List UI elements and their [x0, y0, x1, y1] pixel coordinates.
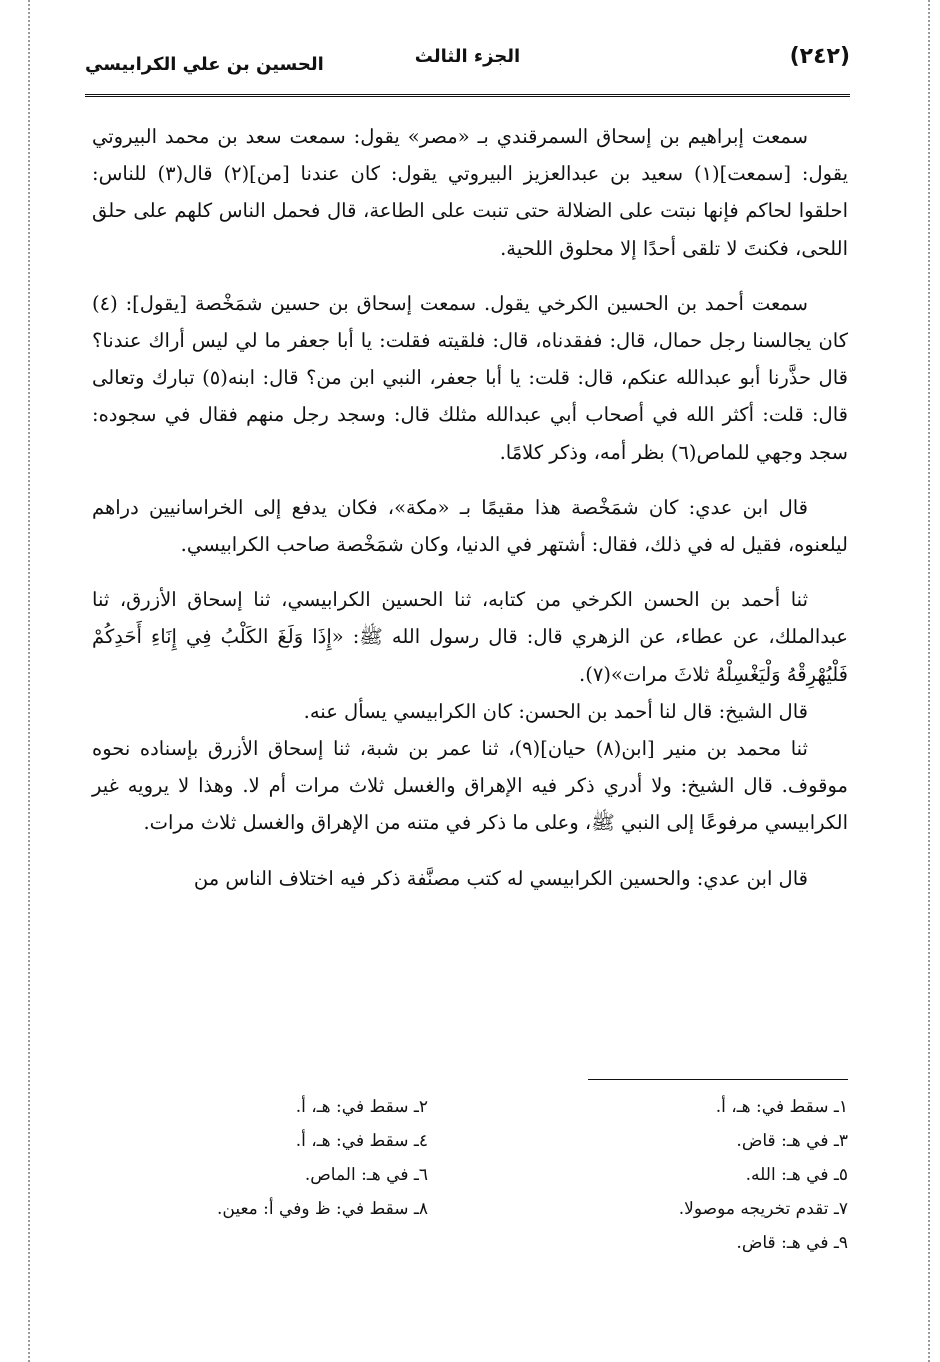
paragraph: سمعت إبراهيم بن إسحاق السمرقندي بـ «مصر» يقول: سمعت سعد بن محمد البيروتي يقول: [سمعت](١) سعيد بن عبدالعزيز البيروتي يقول: كان عندنا [من](٢) قال(٣) للناس: احلقوا لحاكم فإنها نبتت على الضلالة حتى تنبت على الطاعة، قال فحمل الناس كلهم على حلق اللحى، فكنتَ لا تلقى أحدًا إلا محلوق اللحية.	[92, 125, 849, 260]
paragraph: ثنا أحمد بن الحسن الكرخي من كتابه، ثنا الحسين الكرابيسي، ثنا إسحاق الأزرق، ثنا عبدالملك، عن عطاء، عن الزهري قال: قال رسول الله ﷺ: «إِذَا وَلَغَ الكَلْبُ فِي إِنَاءِ أَحَدِكُمْ فَلْيُهْرِقْهُ وَلْيَغْسِلْهُ ثلاثَ مرات»(٧).	[92, 588, 848, 686]
footnote: ٦ـ في هـ: الماص.	[304, 1165, 428, 1185]
paragraph: قال ابن عدي: والحسين الكرابيسي له كتب مصنَّفة ذكر فيه اختلاف الناس من	[193, 866, 808, 890]
paragraph: ثنا محمد بن منير [ابن(٨) حيان](٩)، ثنا عمر بن شبة، ثنا إسحاق الأزرق بإسناده نحوه موقوف. قال الشيخ: ولا أدري ذكر فيه الإهراق والغسل ثلاث مرات أم لا. وهذا لا يرويه غير الكرابيسي مرفوعًا إلى النبي ﷺ، وعلى ما ذكر في متنه من الإهراق والغسل ثلاث مرات.	[92, 737, 848, 835]
footnote: ٣ـ في هـ: قاض.	[736, 1131, 848, 1151]
footnote: ٩ـ في هـ: قاض.	[736, 1233, 848, 1253]
footnote: ٨ـ سقط في: ظ وفي أ: معين.	[216, 1199, 428, 1219]
paragraph: قال الشيخ: قال لنا أحمد بن الحسن: كان الكرابيسي يسأل عنه.	[303, 699, 808, 723]
main-text	[92, 118, 848, 897]
volume-title: الجزء الثالث	[414, 46, 521, 67]
footnotes-left-column	[128, 1090, 428, 1226]
header-rule	[85, 94, 850, 97]
paragraph: سمعت أحمد بن الحسين الكرخي يقول. سمعت إسحاق بن حسين شمَخْصة [يقول]: (٤) كان يجالسنا رجل حمال، قال: ففقدناه، قال: فلقيته فقلت: يا أبا جعفر ما لي ليس أراك عندنا؟ قال حذَّرنا أبو عبدالله عنكم، قال: قلت: يا أبا جعفر، النبي ابن من؟ قال: ابنه(٥) تبارك وتعالى قال: قلت: أكثر الله في أصحاب أبي عبدالله مثلك قال: وسجد رجل منهم فقال في سجوده: سجد وجهي للماص(٦) بظر أمه، وذكر كلامًا.	[92, 291, 848, 464]
footnote: ٤ـ سقط في: هـ، أ.	[295, 1131, 428, 1151]
footnote: ١ـ سقط في: هـ، أ.	[715, 1097, 848, 1117]
entry-name: الحسين بن علي الكرابيسي	[85, 54, 324, 75]
left-margin-dotted-line	[28, 0, 30, 1362]
paragraph: قال ابن عدي: كان شمَخْصة هذا مقيمًا بـ «مكة»، فكان يدفع إلى الخراسانيين دراهم ليلعنوه، فقيل له في ذلك، فقال: أشتهر في الدنيا، وكان شمَخْصة صاحب الكرابيسي.	[92, 495, 848, 557]
right-margin-dotted-line	[928, 0, 930, 1362]
footnote: ٧ـ تقدم تخريجه موصولا.	[678, 1199, 848, 1219]
footnotes-right-column	[548, 1090, 848, 1260]
page-number: (٢٤٢)	[789, 44, 850, 69]
page-header	[85, 44, 850, 92]
footnote-separator	[588, 1079, 848, 1080]
footnote: ٥ـ في هـ: الله.	[745, 1165, 848, 1185]
footnote: ٢ـ سقط في: هـ، أ.	[295, 1097, 428, 1117]
